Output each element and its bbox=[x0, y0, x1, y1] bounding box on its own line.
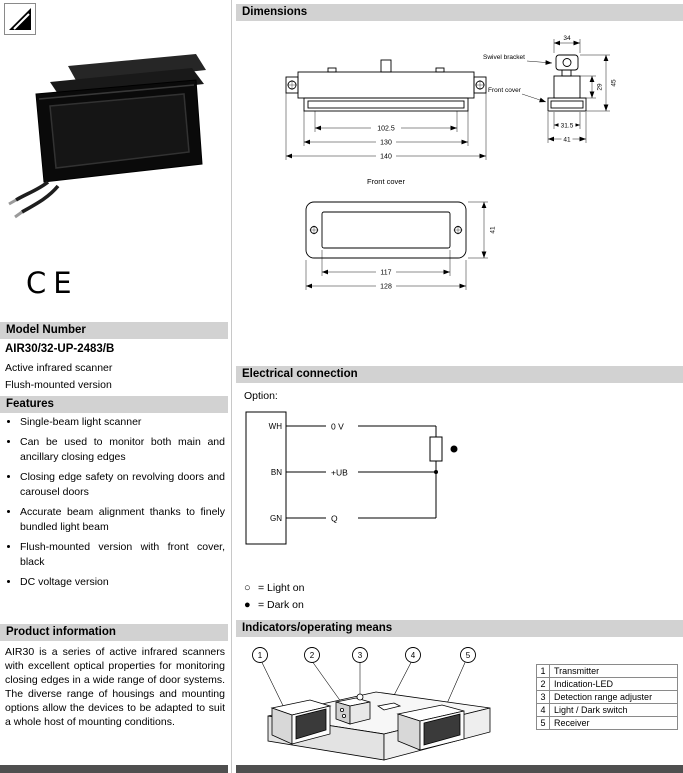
electrical-diagram bbox=[240, 406, 540, 556]
callout-4: 4 bbox=[410, 651, 416, 660]
product-photo bbox=[6, 40, 218, 230]
dim-cover-outer: 128 bbox=[380, 283, 392, 291]
logo-icon bbox=[5, 4, 35, 34]
indication-led bbox=[340, 708, 343, 711]
front-cover-dimensions bbox=[306, 202, 488, 290]
front-cover-crosshairs bbox=[310, 226, 463, 235]
table-cell-num: 5 bbox=[537, 717, 550, 730]
label-front-cover: Front cover bbox=[488, 87, 521, 94]
legend-light-on-text: = Light on bbox=[258, 582, 305, 594]
footer-bar-right bbox=[236, 765, 683, 773]
product-info-text: AIR30 is a series of active infrared scanners with excellent optical properties for monitoring closing edges in a wide range of door systems. The diverse range of housings and mounting options allow the devices to be adapted to suit a whole host of mounting conditions. bbox=[5, 646, 225, 728]
device-sketch bbox=[268, 692, 490, 760]
wire-signal-q: Q bbox=[331, 513, 338, 524]
right-column bbox=[236, 0, 683, 773]
table-cell-label: Indication-LED bbox=[550, 678, 678, 691]
ce-mark: CE bbox=[26, 266, 79, 300]
table-row bbox=[537, 691, 678, 704]
feature-item: • Single-beam light scanner bbox=[20, 415, 225, 430]
legend-dark-on-text: = Dark on bbox=[258, 599, 304, 611]
table-cell-num: 1 bbox=[537, 665, 550, 678]
dim-front-inner: 102.5 bbox=[377, 125, 395, 133]
legend-light-on bbox=[244, 580, 304, 597]
table-row bbox=[537, 717, 678, 730]
table-cell-label: Detection range adjuster bbox=[550, 691, 678, 704]
dim-side-outer: 41 bbox=[563, 136, 571, 144]
label-swivel-bracket: Swivel bracket bbox=[483, 54, 525, 61]
table-cell-num: 2 bbox=[537, 678, 550, 691]
callout-3: 3 bbox=[357, 651, 363, 660]
dim-side-top: 34 bbox=[563, 35, 571, 42]
wire-signal-0v: 0 V bbox=[331, 421, 344, 432]
table-row bbox=[537, 678, 678, 691]
column-divider bbox=[231, 0, 232, 773]
callout-2: 2 bbox=[309, 651, 315, 660]
indicators-drawing bbox=[240, 642, 520, 764]
dim-front-outer: 140 bbox=[380, 153, 392, 161]
dim-front-mid: 130 bbox=[380, 139, 392, 147]
features-list bbox=[5, 415, 225, 595]
front-cover-view bbox=[306, 202, 466, 258]
wire-code-gn: GN bbox=[270, 514, 282, 523]
model-number: AIR30/32-UP-2483/B bbox=[5, 343, 115, 355]
section-header-model-number: Model Number bbox=[0, 322, 228, 339]
feature-item: • Can be used to monitor both main and ancillary closing edges bbox=[20, 435, 225, 465]
range-adjuster bbox=[357, 694, 363, 700]
dim-side-inner: 31.5 bbox=[560, 122, 574, 130]
side-view bbox=[548, 55, 586, 111]
table-cell-label: Transmitter bbox=[550, 665, 678, 678]
front-view bbox=[286, 60, 486, 111]
front-view-crosshairs bbox=[287, 80, 485, 90]
table-cell-label: Receiver bbox=[550, 717, 678, 730]
load-resistor bbox=[430, 437, 442, 461]
brand-logo bbox=[4, 3, 36, 35]
left-column bbox=[0, 0, 228, 773]
feature-item: • Flush-mounted version with front cover, black bbox=[20, 540, 225, 570]
section-header-electrical-connection: Electrical connection bbox=[236, 366, 683, 383]
model-description-1: Active infrared scanner bbox=[5, 362, 113, 374]
switch-mode-legend bbox=[244, 580, 304, 614]
dim-side-body-height: 29 bbox=[596, 83, 604, 91]
feature-item: • Closing edge safety on revolving doors and carousel doors bbox=[20, 470, 225, 500]
dim-side-total-height: 45 bbox=[610, 79, 618, 87]
legend-dark-on bbox=[244, 597, 304, 614]
wire-signal-ub: +UB bbox=[331, 467, 348, 478]
table-cell-num: 4 bbox=[537, 704, 550, 717]
option-label: Option: bbox=[244, 390, 278, 402]
section-header-indicators: Indicators/operating means bbox=[236, 620, 683, 637]
junction-dot bbox=[434, 470, 438, 474]
feature-item: • DC voltage version bbox=[20, 575, 225, 590]
table-row bbox=[537, 704, 678, 717]
callout-5: 5 bbox=[465, 651, 471, 660]
light-on-symbol-icon: ○ bbox=[244, 582, 251, 594]
table-cell-label: Light / Dark switch bbox=[550, 704, 678, 717]
indicators-table bbox=[536, 664, 678, 730]
table-cell-num: 3 bbox=[537, 691, 550, 704]
model-description-2: Flush-mounted version bbox=[5, 379, 112, 391]
section-header-product-information: Product information bbox=[0, 624, 228, 641]
section-header-dimensions: Dimensions bbox=[236, 4, 683, 21]
wire-lines bbox=[286, 426, 436, 518]
wire-code-wh: WH bbox=[268, 422, 282, 431]
dimensions-drawing bbox=[236, 26, 683, 326]
callout-1: 1 bbox=[257, 651, 263, 660]
dim-cover-inner: 117 bbox=[380, 269, 392, 277]
table-row bbox=[537, 665, 678, 678]
feature-item: • Accurate beam alignment thanks to finely bundled light beam bbox=[20, 505, 225, 535]
front-cover-caption: Front cover bbox=[367, 177, 405, 186]
dark-on-dot-icon bbox=[451, 446, 458, 453]
callout-circles bbox=[253, 648, 476, 663]
footer-bar-left bbox=[0, 765, 228, 773]
section-header-features: Features bbox=[0, 396, 228, 413]
dark-on-symbol-icon: ● bbox=[244, 599, 251, 611]
dim-cover-height: 41 bbox=[489, 226, 497, 234]
wire-code-bn: BN bbox=[270, 468, 282, 477]
